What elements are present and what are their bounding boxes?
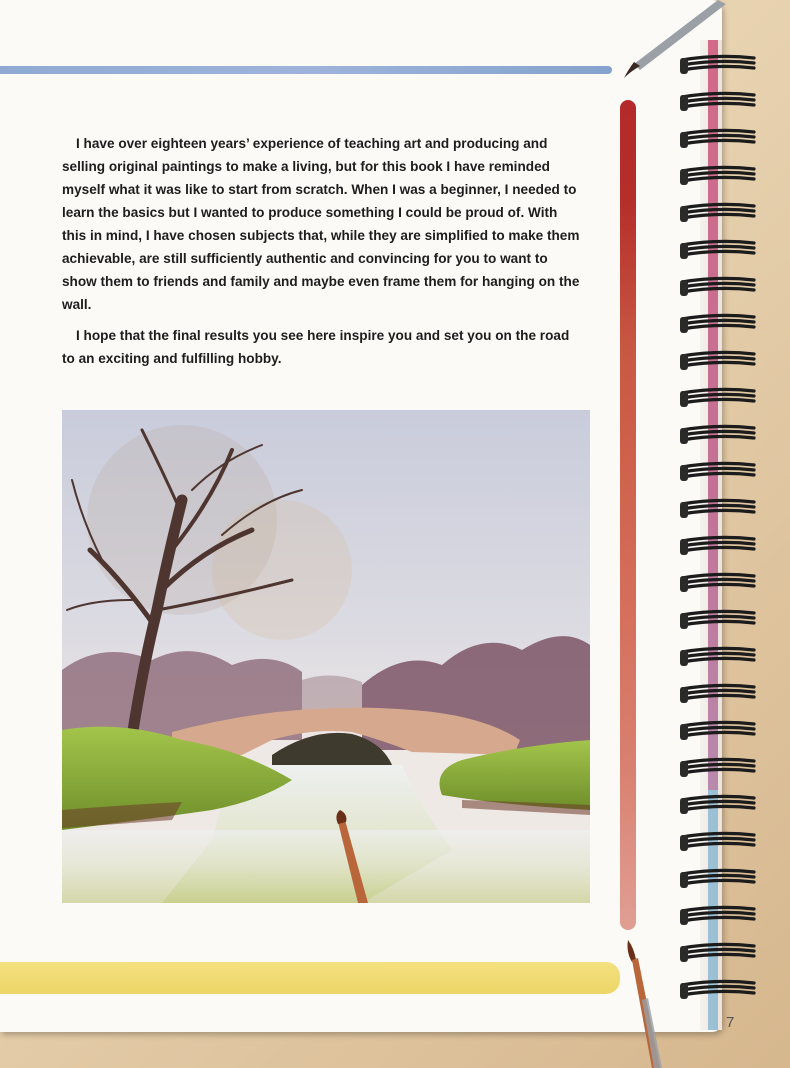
binding-coil xyxy=(680,685,754,703)
red-paint-stroke xyxy=(620,100,636,930)
paintbrush-top-icon xyxy=(618,0,728,80)
binding-coil xyxy=(680,870,754,888)
blue-paint-stroke xyxy=(0,66,612,74)
binding-coil xyxy=(680,833,754,851)
paintbrush-bottom-icon xyxy=(620,940,680,1068)
binding-coil xyxy=(680,204,754,222)
bridge-landscape-illustration xyxy=(62,410,590,903)
binding-coil xyxy=(680,241,754,259)
binding-coil xyxy=(680,167,754,185)
yellow-paint-stroke xyxy=(0,962,620,994)
binding-coil xyxy=(680,796,754,814)
binding-coil xyxy=(680,278,754,296)
binding-coil xyxy=(680,981,754,999)
binding-coil xyxy=(680,648,754,666)
binding-coil xyxy=(680,463,754,481)
binding-coil xyxy=(680,722,754,740)
binding-coil xyxy=(680,352,754,370)
binding-coil xyxy=(680,426,754,444)
binding-coil xyxy=(680,944,754,962)
binding-coil xyxy=(680,574,754,592)
binding-coil xyxy=(680,759,754,777)
paragraph-2: I hope that the final results you see here inspire you and set you on the road to an exciting and fulfilling hobby. xyxy=(62,328,570,366)
binding-coil xyxy=(680,500,754,518)
binding-coil xyxy=(680,389,754,407)
paragraph-1: I have over eighteen years’ experience of teaching art and producing and selling original paintings to make a living, but for this book I have reminded myself what it was like to start from scratch. When I was a beginner, I needed to learn the basics but I wanted to produce something I could be proud of. With this in mind, I have chosen subjects that, while they are simplified to make them achievable, are still sufficiently authentic and convincing for you to want to show them to friends and family and maybe even frame them for hanging on the wall. xyxy=(62,136,580,312)
binding-coil xyxy=(680,537,754,555)
spiral-binding xyxy=(678,50,758,1010)
binding-coil xyxy=(680,93,754,111)
binding-coil xyxy=(680,611,754,629)
body-text xyxy=(62,132,582,378)
page-number: 7 xyxy=(726,1014,735,1031)
binding-coil xyxy=(680,130,754,148)
binding-coil xyxy=(680,315,754,333)
watercolour-painting xyxy=(62,410,590,903)
binding-coil xyxy=(680,907,754,925)
